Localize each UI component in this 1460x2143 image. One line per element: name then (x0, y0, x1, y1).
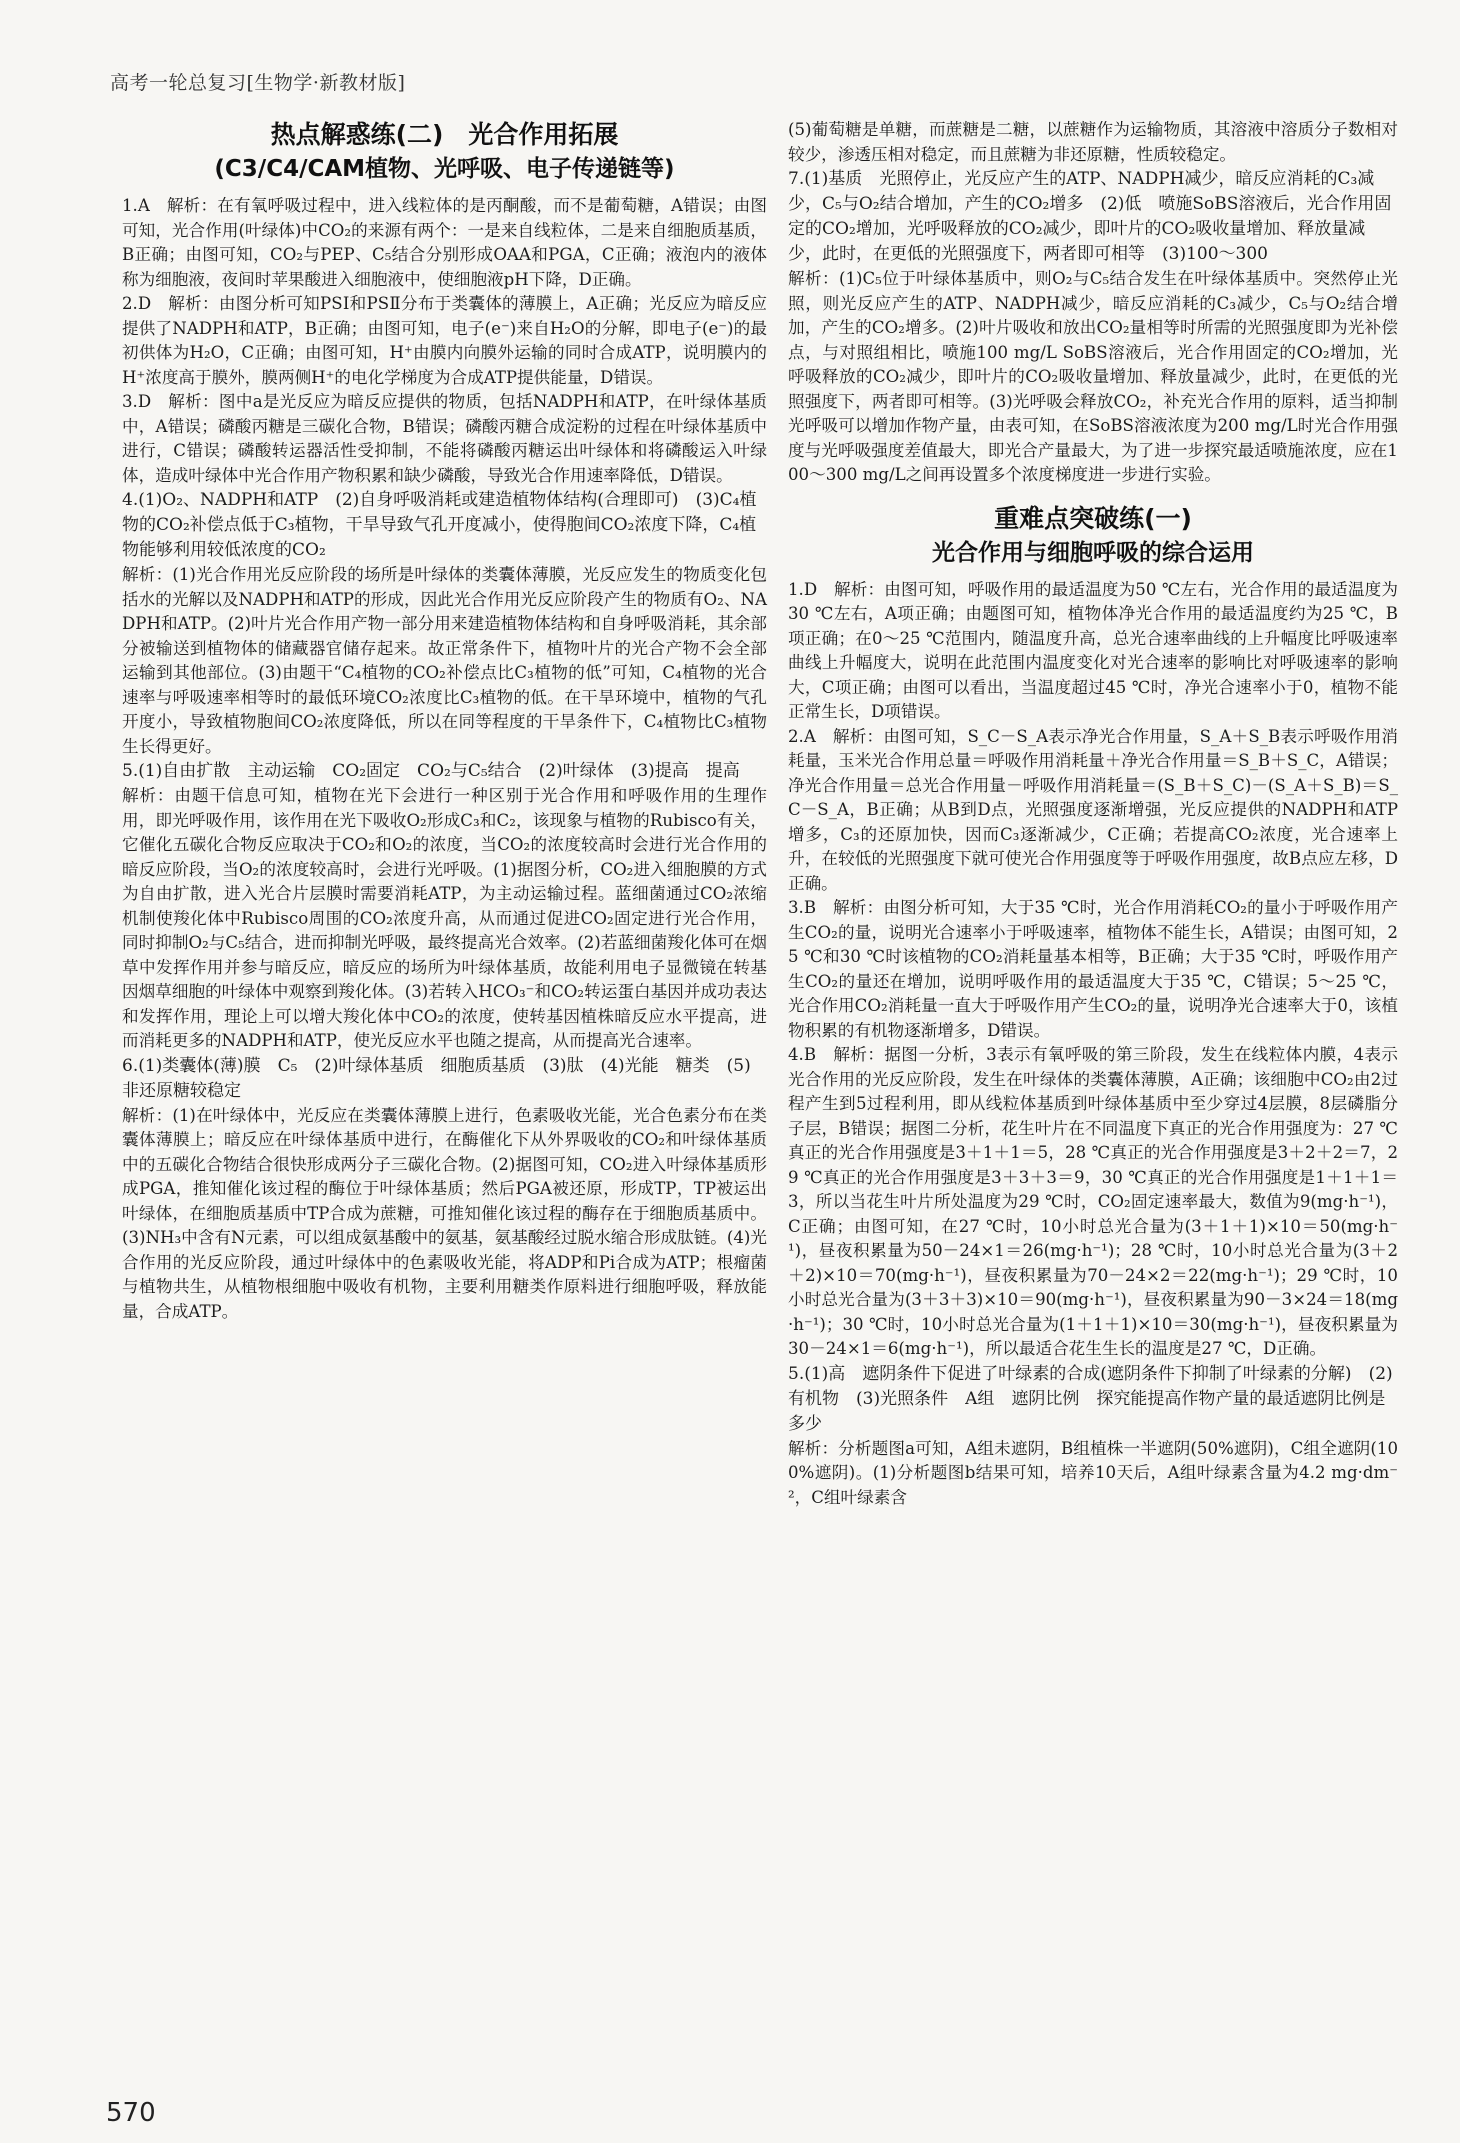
answer-q6: 6.(1)类囊体(薄)膜 C₅ (2)叶绿体基质 细胞质基质 (3)肽 (4)光能 糖类 (5)非还原糖较稳定 (122, 1055, 751, 1101)
answer-r1: 1.D 解析：由图可知，呼吸作用的最适温度为50 ℃左右，光合作用的最适温度为30 ℃左右，A项正确；由题图可知，植物体净光合作用的最适温度约为25 ℃，B项正确；在0～25 ℃范围内，随温度升高，总光合速率曲线的上升幅度比呼吸速率曲线上升幅度大，说明在此范围内温度变化对光合速率的影响比对呼吸速率的影响大，C项正确；由图可以看出，当温度超过45 ℃时，净光合速率小于0，植物不能正常生长，D项错误。 (788, 579, 1398, 721)
answer-q7: 7.(1)基质 光照停止，光反应产生的ATP、NADPH减少，暗反应消耗的C₃减少，C₅与O₂结合增加，产生的CO₂增多 (2)低 喷施SoBS溶液后，光合作用固定的CO₂增加，光呼吸释放的CO₂减少，即叶片的CO₂吸收量增加、释放量减少，此时，在更低的光照强度下，两者即可相等 (3)100～300 (788, 169, 1392, 264)
answer-r4: 4.B 解析：据图一分析，3表示有氧呼吸的第三阶段，发生在线粒体内膜，4表示光合作用的光反应阶段，发生在叶绿体的类囊体薄膜，A正确；该细胞中CO₂由2过程产生到5过程利用，即从线粒体基质到叶绿体基质中至少穿过4层膜，8层磷脂分子层，B错误；据图二分析，花生叶片在不同温度下真正的光合作用强度为：27 ℃真正的光合作用强度是3＋1＋1＝5，28 ℃真正的光合作用强度是3＋2＋2＝7，29 ℃真正的光合作用强度是3＋3＋3＝9，30 ℃真正的光合作用强度是1＋1＋1＝3，所以当花生叶片所处温度为29 ℃时，CO₂固定速率最大，数值为9(mg·h⁻¹)，C正确；由图可知，在27 ℃时，10小时总光合量为(3＋1＋1)×10＝50(mg·h⁻¹)，昼夜积累量为50－24×1＝26(mg·h⁻¹)；28 ℃时，10小时总光合量为(3＋2＋2)×10＝70(mg·h⁻¹)，昼夜积累量为70－24×2＝22(mg·h⁻¹)；29 ℃时，10小时总光合量为(3＋3＋3)×10＝90(mg·h⁻¹)，昼夜积累量为90－3×24＝18(mg·h⁻¹)；30 ℃时，10小时总光合量为(1＋1＋1)×10＝30(mg·h⁻¹)，昼夜积累量为30－24×1＝6(mg·h⁻¹)，所以最适合花生生长的温度是27 ℃，D正确。 (788, 1045, 1398, 1358)
explanation-q6: 解析：(1)在叶绿体中，光反应在类囊体薄膜上进行，色素吸收光能，光合色素分布在类囊体薄膜上；暗反应在叶绿体基质中进行，在酶催化下从外界吸收的CO₂和叶绿体基质中的五碳化合物结合很快形成两分子三碳化合物。(2)据图可知，CO₂进入叶绿体基质形成PGA，推知催化该过程的酶位于叶绿体基质；然后PGA被还原，形成TP，TP被运出叶绿体，在细胞质基质中TP合成为蔗糖，可推知催化该过程的酶存在于细胞质基质中。(3)NH₃中含有N元素，可以组成氨基酸中的氨基，氨基酸经过脱水缩合形成肽链。(4)光合作用的光反应阶段，通过叶绿体中的色素吸收光能，将ADP和Pi合成为ATP；根瘤菌与植物共生，从植物根细胞中吸收有机物，主要利用糖类作原料进行细胞呼吸，释放能量，合成ATP。 (122, 1105, 767, 1321)
right-column (788, 118, 1398, 1510)
explanation-r5: 解析：分析题图a可知，A组未遮阴，B组植株一半遮阴(50%遮阴)，C组全遮阴(100%遮阴)。(1)分析题图b结果可知，培养10天后，A组叶绿素含量为4.2 mg·dm⁻²，C组叶绿素含 (788, 1438, 1398, 1507)
answer-q4: 4.(1)O₂、NADPH和ATP (2)自身呼吸消耗或建造植物体结构(合理即可) (3)C₄植物的CO₂补偿点低于C₃植物，干旱导致气孔开度减小，使得胞间CO₂浓度下降，C₄植物能够利用较低浓度的CO₂ (122, 490, 757, 560)
section-title: 热点解惑练(二) 光合作用拓展 (270, 120, 619, 149)
section2-subtitle: 光合作用与细胞呼吸的综合运用 (932, 539, 1254, 566)
answer-r5: 5.(1)高 遮阴条件下促进了叶绿素的合成(遮阴条件下抑制了叶绿素的分解) (2)有机物 (3)光照条件 A组 遮阴比例 探究能提高作物产量的最适遮阴比例是多少 (788, 1363, 1393, 1434)
running-header: 高考一轮总复习[生物学·新教材版] (110, 72, 406, 94)
page-number: 570 (106, 2098, 156, 2128)
answer-r3: 3.B 解析：由图分析可知，大于35 ℃时，光合作用消耗CO₂的量小于呼吸作用产生CO₂的量，说明光合速率小于呼吸速率，植物体不能生长，A错误；由图可知，25 ℃和30 ℃时该植物的CO₂消耗量基本相等，B正确；大于35 ℃时，呼吸作用产生CO₂的量还在增加，说明呼吸作用的最适温度大于35 ℃，C错误；5～25 ℃，光合作用CO₂消耗量一直大于呼吸作用产生CO₂的量，说明净光合速率大于0，该植物积累的有机物逐渐增多，D错误。 (788, 898, 1398, 1040)
section2-title: 重难点突破练(一) (994, 503, 1192, 533)
section-subtitle: (C3/C4/CAM植物、光呼吸、电子传递链等) (214, 156, 675, 182)
explanation-q6-continued: (5)葡萄糖是单糖，而蔗糖是二糖，以蔗糖作为运输物质，其溶液中溶质分子数相对较少，渗透压相对稳定，而且蔗糖为非还原糖，性质较稳定。 (788, 120, 1398, 164)
answer-q1: 1.A 解析：在有氧呼吸过程中，进入线粒体的是丙酮酸，而不是葡萄糖，A错误；由图可知，光合作用(叶绿体)中CO₂的来源有两个：一是来自线粒体，二是来自细胞质基质，B正确；由图可知，CO₂与PEP、C₅结合分别形成OAA和PGA，C正确；液泡内的液体称为细胞液，夜间时苹果酸进入细胞液中，使细胞液pH下降，D正确。 (122, 196, 767, 289)
explanation-q5: 解析：由题干信息可知，植物在光下会进行一种区别于光合作用和呼吸作用的生理作用，即光呼吸作用，该作用在光下吸收O₂形成C₃和C₂，该现象与植物的Rubisco有关，它催化五碳化合物反应取决于CO₂和O₂的浓度，当CO₂的浓度较高时会进行光合作用的暗反应阶段，当O₂的浓度较高时，会进行光呼吸。(1)据图分析，CO₂进入细胞膜的方式为自由扩散，进入光合片层膜时需要消耗ATP，为主动运输过程。蓝细菌通过CO₂浓缩机制使羧化体中Rubisco周围的CO₂浓度升高，从而通过促进CO₂固定进行光合作用，同时抑制O₂与C₅结合，进而抑制光呼吸，最终提高光合效率。(2)若蓝细菌羧化体可在烟草中发挥作用并参与暗反应，暗反应的场所为叶绿体基质，故能利用电子显微镜在转基因烟草细胞的叶绿体中观察到羧化体。(3)若转入HCO₃⁻和CO₂转运蛋白基因并成功表达和发挥作用，理论上可以增大羧化体中CO₂的浓度，使转基因植株暗反应水平提高，进而消耗更多的NADPH和ATP，使光反应水平也随之提高，从而提高光合速率。 (122, 786, 767, 1050)
answer-r2: 2.A 解析：由图可知，S_C－S_A表示净光合作用量，S_A＋S_B表示呼吸作用消耗量，玉米光合作用总量＝呼吸作用消耗量＋净光合作用量＝S_B＋S_C，A错误；净光合作用量＝总光合作用量－呼吸作用消耗量＝(S_B＋S_C)－(S_A＋S_B)＝S_C－S_A，B正确；从B到D点，光照强度逐渐增强，光反应提供的NADPH和ATP增多，C₃的还原加快，因而C₃逐渐减少，C正确；若提高CO₂浓度，光合速率上升，在较低的光照强度下就可使光合作用强度等于呼吸作用强度，故B点应左移，D正确。 (788, 726, 1398, 893)
explanation-q7: 解析：(1)C₅位于叶绿体基质中，则O₂与C₅结合发生在叶绿体基质中。突然停止光照，则光反应产生的ATP、NADPH减少，暗反应消耗的C₃减少，C₅与O₂结合增加，产生的CO₂增多。(2)叶片吸收和放出CO₂量相等时所需的光照强度即为光补偿点，与对照组相比，喷施100 mg/L SoBS溶液后，光合作用固定的CO₂增加，光呼吸释放的CO₂减少，即叶片的CO₂吸收量增加、释放量减少，此时，在更低的光照强度下，两者即可相等。(3)光呼吸会释放CO₂，补充光合作用的原料，适当抑制光呼吸可以增加作物产量，由表可知，在SoBS溶液浓度为200 mg/L时光合作用强度与光呼吸强度差值最大，即光合产量最大，为了进一步探究最适喷施浓度，应在100～300 mg/L之间再设置多个浓度梯度进一步进行实验。 (788, 269, 1398, 484)
answer-q2: 2.D 解析：由图分析可知PSⅠ和PSⅡ分布于类囊体的薄膜上，A正确；光反应为暗反应提供了NADPH和ATP，B正确；由图可知，电子(e⁻)来自H₂O的分解，即电子(e⁻)的最初供体为H₂O，C正确；由图可知，H⁺由膜内向膜外运输的同时合成ATP，说明膜内的H⁺浓度高于膜外，膜两侧H⁺的电化学梯度为合成ATP提供能量，D错误。 (122, 294, 767, 387)
explanation-q4: 解析：(1)光合作用光反应阶段的场所是叶绿体的类囊体薄膜，光反应发生的物质变化包括水的光解以及NADPH和ATP的形成，因此光合作用光反应阶段产生的物质有O₂、NADPH和ATP。(2)叶片光合作用产物一部分用来建造植物体结构和自身呼吸消耗，其余部分被输送到植物体的储藏器官储存起来。故正常条件下，植物叶片的光合产物不会全部运输到其他部位。(3)由题干“C₄植物的CO₂补偿点比C₃植物的低”可知，C₄植物的光合速率与呼吸速率相等时的最低环境CO₂浓度比C₃植物的低。在干旱环境中，植物的气孔开度小，导致植物胞间CO₂浓度降低，所以在同等程度的干旱条件下，C₄植物比C₃植物生长得更好。 (122, 565, 767, 756)
left-column (122, 118, 767, 1324)
answer-q5: 5.(1)自由扩散 主动运输 CO₂固定 CO₂与C₅结合 (2)叶绿体 (3)提高 提高 (122, 761, 740, 781)
answer-q3: 3.D 解析：图中a是光反应为暗反应提供的物质，包括NADPH和ATP，在叶绿体基质中，A错误；磷酸丙糖是三碳化合物，B错误；磷酸丙糖合成淀粉的过程在叶绿体基质中进行，C错误；磷酸转运器活性受抑制，不能将磷酸丙糖运出叶绿体和将磷酸运入叶绿体，造成叶绿体中光合作用产物积累和缺少磷酸，导致光合作用速率降低，D错误。 (122, 392, 767, 485)
